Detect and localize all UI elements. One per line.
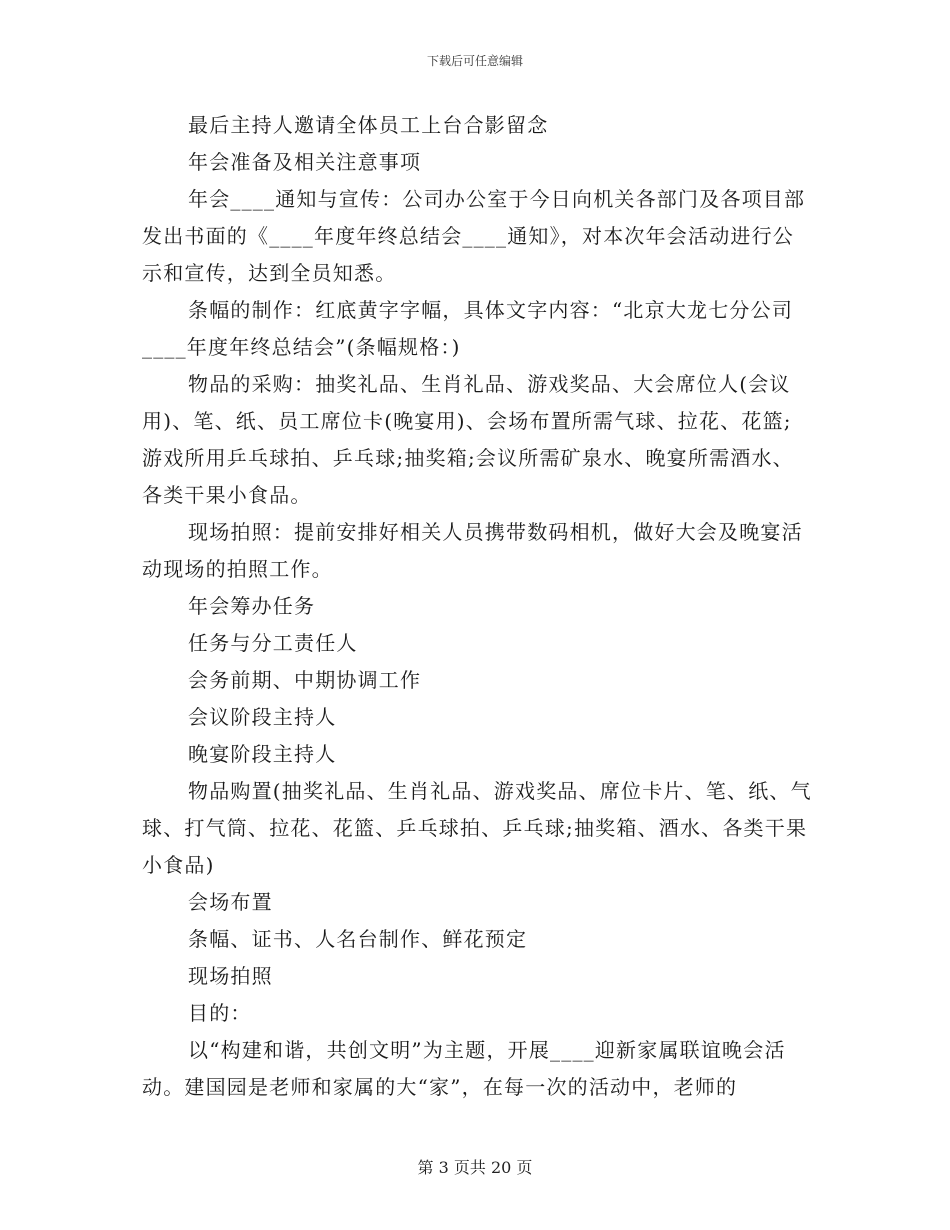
paragraph: 现场拍照：提前安排好相关人员携带数码相机，做好大会及晚宴活动现场的拍照工作。 (142, 520, 803, 581)
list-item: 会议阶段主持人 (188, 705, 337, 729)
paragraph: 年会____通知与宣传：公司办公室于今日向机关各部门及各项目部发出书面的《____年度年终总结会____通知》，对本次年会活动进行公示和宣传，达到全员知悉。 (142, 187, 806, 285)
section-heading: 年会筹办任务 (188, 594, 316, 618)
paragraph: 最后主持人邀请全体员工上台合影留念 (188, 113, 549, 137)
document-body (142, 107, 812, 1106)
paragraph: 以“构建和谐，共创文明”为主题，开展____迎新家属联谊晚会活动。建国园是老师和家属的大“家”，在每一次的活动中，老师的 (142, 1038, 786, 1099)
list-item: 任务与分工责任人 (188, 631, 358, 655)
paragraph: 物品的采购：抽奖礼品、生肖礼品、游戏奖品、大会席位人(会议用)、笔、纸、员工席位卡(晚宴用)、会场布置所需气球、拉花、花篮;游戏所用乒乓球拍、乒乓球;抽奖箱;会议所需矿泉水、晚宴所需酒水、各类干果小食品。 (142, 372, 794, 507)
list-item: 现场拍照 (188, 964, 273, 988)
list-item: 晚宴阶段主持人 (188, 742, 337, 766)
section-heading: 目的： (188, 1001, 252, 1025)
page-footer: 第 3 页共 20 页 (417, 1158, 533, 1177)
list-item: 物品购置(抽奖礼品、生肖礼品、游戏奖品、席位卡片、笔、纸、气球、打气筒、拉花、花篮、乒乓球拍、乒乓球;抽奖箱、酒水、各类干果小食品) (142, 779, 812, 877)
paragraph: 条幅的制作：红底黄字字幅，具体文字内容：“北京大龙七分公司____年度年终总结会”(条幅规格：) (142, 298, 794, 359)
list-item: 会场布置 (188, 890, 273, 914)
list-item: 条幅、证书、人名台制作、鲜花预定 (188, 927, 528, 951)
list-item: 会务前期、中期协调工作 (188, 668, 422, 692)
page-header: 下载后可任意编辑 (426, 54, 523, 68)
section-heading: 年会准备及相关注意事项 (188, 150, 422, 174)
